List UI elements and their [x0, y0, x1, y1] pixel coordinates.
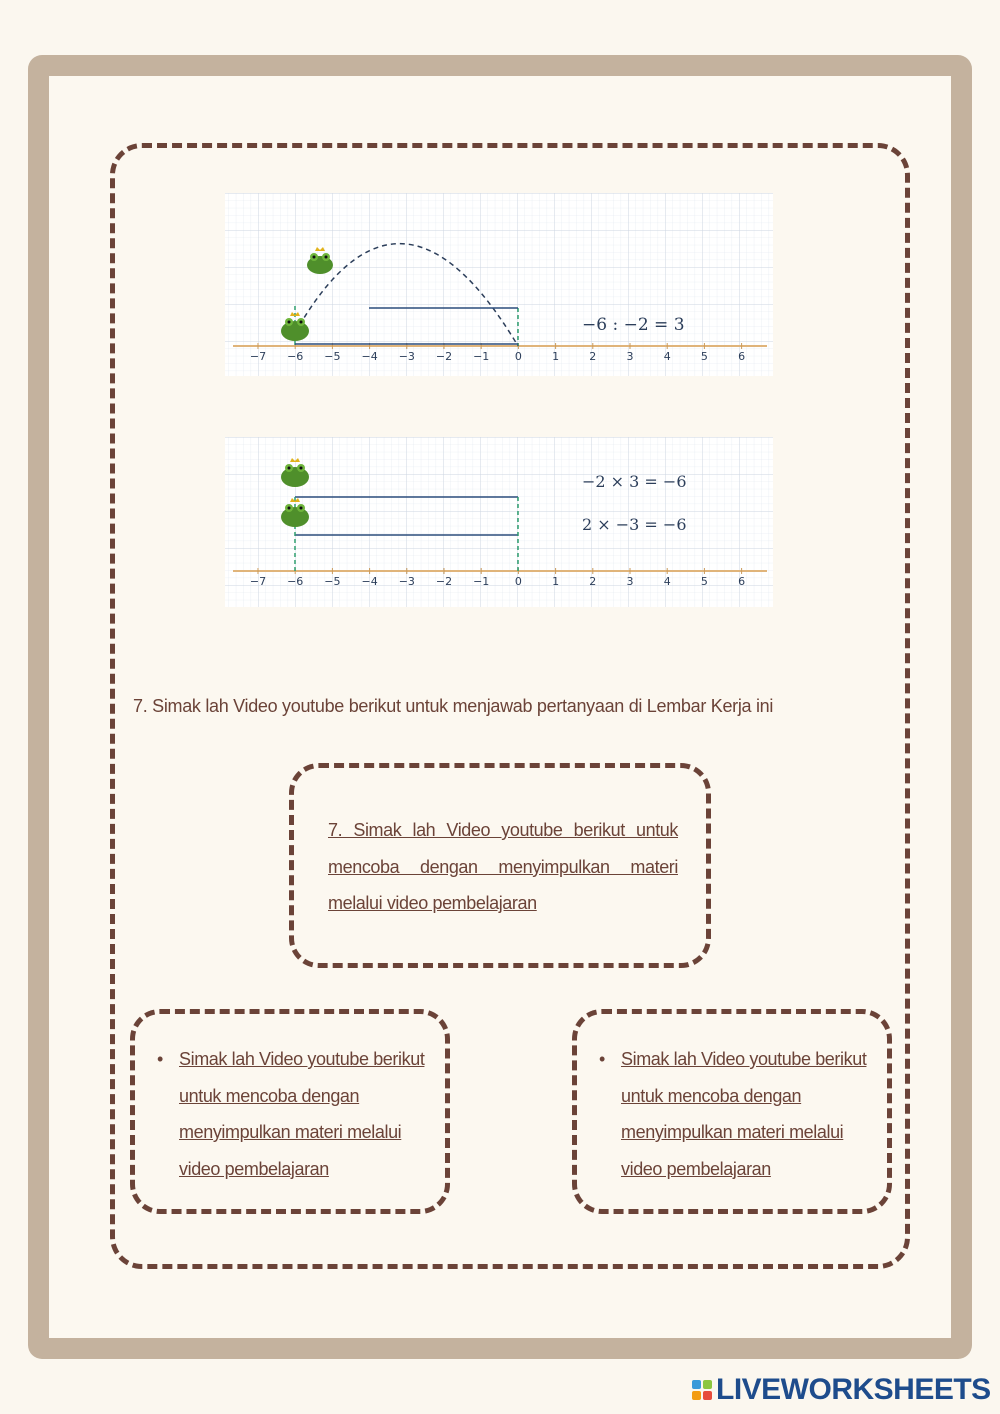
axis-tick-label: −7	[249, 350, 267, 363]
axis-tick-label: −1	[473, 350, 490, 363]
video-link-box-center	[289, 763, 711, 968]
multiplication-equation-1: −2 × 3 = −6	[582, 472, 687, 491]
video-link-center[interactable]: 7. Simak lah Video youtube berikut untuk mencoba dengan menyimpulkan materi melalui video pembelajaran	[328, 820, 678, 913]
axis-tick-label: 4	[663, 350, 671, 363]
axis-tick-label: 3	[626, 575, 634, 588]
axis-tick-label: 6	[738, 575, 746, 588]
liveworksheets-brand[interactable]	[692, 1374, 991, 1406]
axis-tick-label: −6	[287, 350, 304, 363]
axis-tick-label: 5	[700, 350, 708, 363]
logo-square	[692, 1380, 701, 1389]
division-number-line-diagram	[225, 193, 773, 376]
video-link-right[interactable]: Simak lah Video youtube berikut untuk mencoba dengan menyimpulkan materi melalui video pembelajaran	[621, 1049, 867, 1179]
brand-name: LIVEWORKSHEETS	[716, 1373, 991, 1406]
axis-tick-label: 6	[738, 350, 746, 363]
question-7-text: 7. Simak lah Video youtube berikut untuk menjawab pertanyaan di Lembar Kerja ini	[133, 696, 774, 716]
axis-tick-label: 3	[626, 350, 634, 363]
axis-tick-label: −5	[324, 350, 341, 363]
logo-square	[703, 1380, 712, 1389]
video-link-left[interactable]: Simak lah Video youtube berikut untuk mencoba dengan menyimpulkan materi melalui video pembelajaran	[179, 1049, 425, 1179]
axis-tick-label: −4	[361, 350, 378, 363]
bullet-icon: •	[599, 1049, 606, 1069]
axis-tick-label: −7	[249, 575, 267, 588]
liveworksheets-logo-icon	[692, 1380, 712, 1400]
axis-tick-label: 1	[552, 575, 560, 588]
multiplication-number-line-diagram	[225, 437, 773, 607]
axis-tick-label: −1	[473, 575, 490, 588]
axis-tick-label: −4	[361, 575, 378, 588]
axis-tick-label: 0	[514, 575, 522, 588]
axis-tick-label: −5	[324, 575, 341, 588]
axis-tick-label: −3	[398, 575, 415, 588]
axis-tick-label: −6	[287, 575, 304, 588]
logo-square	[692, 1391, 701, 1400]
bullet-icon: •	[157, 1049, 164, 1069]
video-link-box-right	[572, 1009, 892, 1214]
logo-square	[703, 1391, 712, 1400]
axis-tick-label: −2	[435, 575, 453, 588]
video-link-box-left	[130, 1009, 450, 1214]
multiplication-equation-2: 2 × −3 = −6	[582, 515, 687, 534]
axis-tick-label: 2	[589, 350, 597, 363]
axis-tick-label: −2	[435, 350, 453, 363]
axis-tick-label: 0	[514, 350, 522, 363]
axis-tick-label: 5	[700, 575, 708, 588]
division-equation: −6 : −2 = 3	[582, 315, 685, 335]
axis-tick-label: 2	[589, 575, 597, 588]
axis-tick-label: −3	[398, 350, 415, 363]
axis-tick-label: 4	[663, 575, 671, 588]
axis-tick-label: 1	[552, 350, 560, 363]
